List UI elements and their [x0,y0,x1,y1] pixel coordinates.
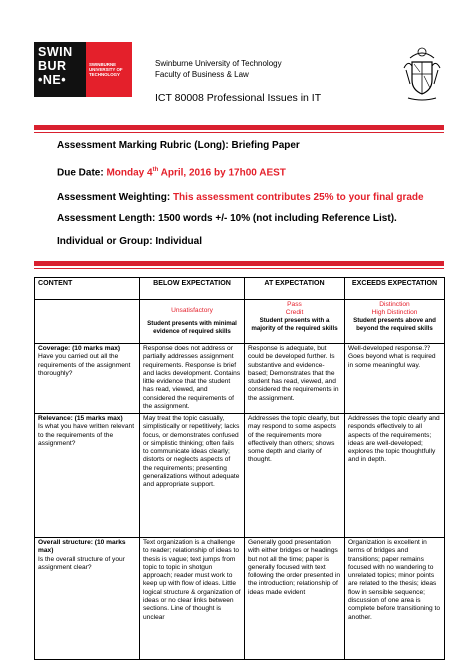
grade-exceeds: Distinction High Distinction Student presents above and beyond the required skills [345,300,445,344]
logo-wordmark: SWIN BUR •NE• [34,42,86,97]
header-exceeds-expectation: EXCEEDS EXPECTATION [345,278,445,300]
table-row [35,344,445,414]
rubric-title: Assessment Marking Rubric (Long): Briefing Paper [57,140,300,151]
below-cell: Text organization is a challenge to reader; relationship of ideas to thesis is vague; text jumps from topic to topic in shotgun approach; reader must work to keep up with flow of ideas. Little logical structure & organization of ideas or no clear links between sections. Line of thought is unclear [140,538,245,660]
divider-top [34,125,444,130]
criterion-cell: Relevance: (15 marks max) Is what you have written relevant to the requirements of the assignment? [35,414,140,538]
course-title: ICT 80008 Professional Issues in IT [155,92,322,104]
logo-caption: SWINBURNE UNIVERSITY OF TECHNOLOGY [86,42,132,97]
due-date: Due Date: Monday 4th April, 2016 by 17h00 AEST [57,167,286,179]
divider-middle [34,261,444,266]
table-row [35,414,445,538]
university-name: Swinburne University of Technology [155,59,282,68]
rubric-table [34,277,445,660]
exceeds-cell: Well-developed response.⁇ Goes beyond what is required in some meaningful way. [345,344,445,414]
criterion-cell: Coverage: (10 marks max) Have you carried out all the requirements of the assignment thoroughly? [35,344,140,414]
assessment-weighting: Assessment Weighting: This assessment contributes 25% to your final grade [57,192,424,203]
below-cell: May treat the topic casually, simplistically or repetitively; lacks focus, or demonstrates confused or simplistic thinking; often fails to communicate ideas clearly; distorts or neglects aspects of the requirements; presenting generalizations without adequate and appropriate support. [140,414,245,538]
criterion-cell: Overall structure: (10 marks max) Is the overall structure of your assignment clear? [35,538,140,660]
at-cell: Addresses the topic clearly, but may respond to some aspects of the requirements more effectively than others; shows some depth and clarity of thought. [245,414,345,538]
exceeds-cell: Organization is excellent in terms of bridges and transitions; paper remains focused with no wandering to unrelated topics; minor points are related to the thesis; ideas flow in sensible sequence; discussion of one area is complete before transitioning to another. [345,538,445,660]
at-cell: Response is adequate, but could be developed further. Is substantive and evidence-based; Demonstrates that the student has read, viewed, and considered the requirements in the assignment. [245,344,345,414]
header-content: CONTENT [35,278,140,300]
grade-levels-row [35,300,445,344]
header-at-expectation: AT EXPECTATION [245,278,345,300]
grade-empty-cell [35,300,140,344]
table-row [35,538,445,660]
at-cell: Generally good presentation with either bridges or headings but not all the time; paper is generally focused with text following the order presented in the introduction; relationship of ideas made evident [245,538,345,660]
header-below-expectation: BELOW EXPECTATION [140,278,245,300]
swinburne-logo [34,42,132,97]
individual-or-group: Individual or Group: Individual [57,236,202,247]
assessment-length: Assessment Length: 1500 words +/- 10% (not including Reference List). [57,213,397,224]
grade-at: Pass Credit Student presents with a majority of the required skills [245,300,345,344]
coat-of-arms-icon [402,44,442,104]
below-cell: Response does not address or partially addresses assignment requirements. Response is brief and lacks development. Contains little evidence that the student has read, viewed, and considered the requirements of the assignment. [140,344,245,414]
exceeds-cell: Addresses the topic clearly and responds effectively to all aspects of the requirements; ideas are well-developed; explores the topic thoughtfully and in depth. [345,414,445,538]
table-header-row [35,278,445,300]
faculty-name: Faculty of Business & Law [155,70,249,79]
header-block [155,58,282,80]
grade-below: Unsatisfactory Student presents with minimal evidence of required skills [140,300,245,344]
